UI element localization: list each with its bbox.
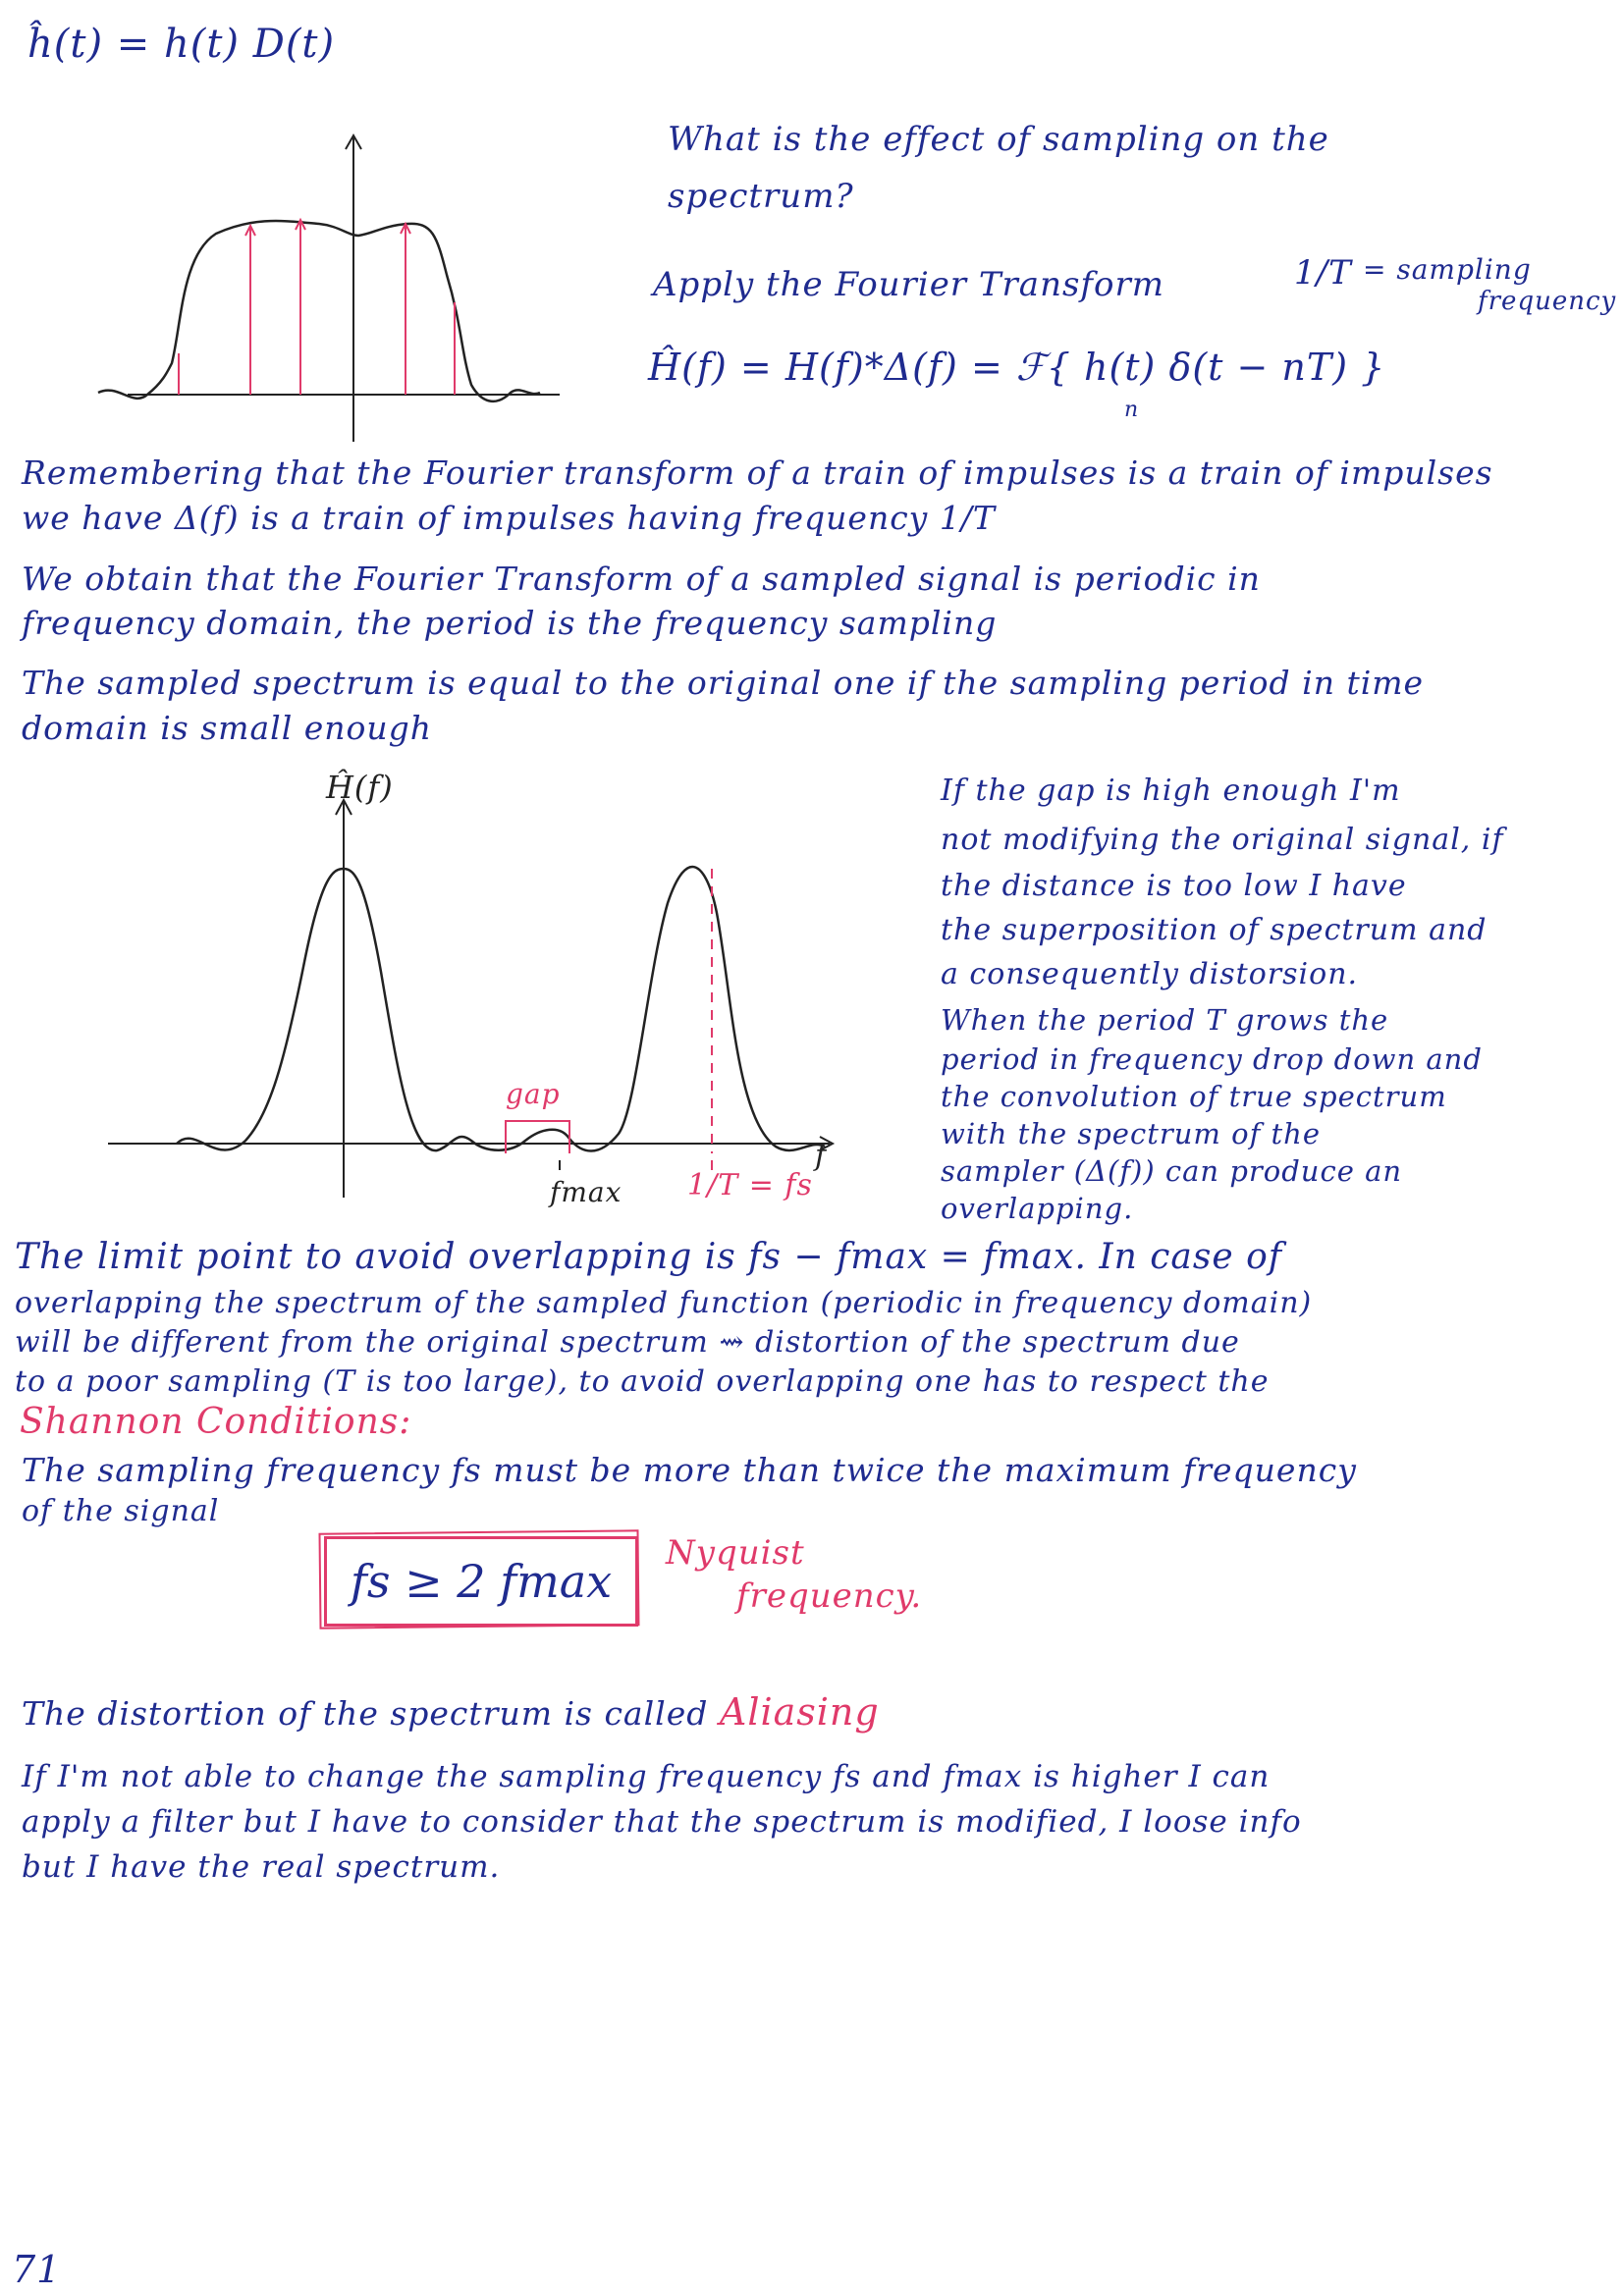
shannon-conditions: Shannon Conditions: [20, 1402, 412, 1442]
right-note-1-line: If the gap is high enough I'm [941, 774, 1401, 808]
chart2-xlabel: f [815, 1139, 828, 1173]
limit-line-4: to a poor sampling (T is too large), to avoid overlapping one has to respect the [15, 1364, 1270, 1399]
right-note-2-line: sampler (Δ(f)) can produce an [941, 1154, 1403, 1188]
distortion-line [22, 1690, 880, 1734]
right-note-2-line: When the period T grows the [941, 1003, 1389, 1037]
chart2-gap-label: gap [506, 1078, 561, 1110]
filter-line-1: If I'm not able to change the sampling frequency fs and fmax is higher I can [22, 1759, 1271, 1794]
page-number: 71 [12, 2248, 62, 2291]
obtain-line-1: We obtain that the Fourier Transform of a sampled signal is periodic in [22, 560, 1261, 598]
apply-fourier: Apply the Fourier Transform [653, 265, 1164, 304]
right-note-2-line: overlapping. [941, 1192, 1134, 1225]
filter-line-3: but I have the real spectrum. [22, 1849, 501, 1885]
fourier-equation: Ĥ(f) = H(f)*Δ(f) = ℱ{ h(t) δ(t − nT) } [648, 346, 1386, 389]
right-note-1-line: a consequently distorsion. [941, 957, 1359, 991]
shannon-formula-box [324, 1536, 638, 1627]
sampled-spectrum-chart [98, 775, 884, 1227]
header-equation: ĥ(t) = h(t) D(t) [27, 22, 336, 67]
filter-line-2: apply a filter but I have to consider that the spectrum is modified, I loose info [22, 1804, 1302, 1840]
limit-line-1: The limit point to avoid overlapping is fs − fmax = fmax. In case of [15, 1237, 1283, 1277]
remember-line-2: we have Δ(f) is a train of impulses having frequency 1/T [22, 499, 996, 537]
sampling-note-label2: frequency [1478, 287, 1617, 316]
right-note-1-line: not modifying the original signal, if [941, 823, 1504, 857]
shannon-formula: fs ≥ 2 fmax [350, 1555, 613, 1608]
question-line-1: What is the effect of sampling on the [668, 120, 1329, 159]
chart2-fs-label: 1/T = fs [687, 1168, 813, 1202]
limit-line-3: will be different from the original spectrum ⇝ distortion of the spectrum due [15, 1325, 1240, 1360]
sampling-frac: 1/T [1294, 253, 1352, 293]
chart2-fmax-label: fmax [550, 1176, 622, 1208]
right-note-1-line: the distance is too low I have [941, 869, 1407, 903]
sampling-freq-line-1: The sampling frequency fs must be more than twice the maximum frequency [22, 1451, 1357, 1489]
obtain-line-2: frequency domain, the period is the frequency sampling [22, 604, 998, 642]
question-line-2: spectrum? [668, 177, 854, 216]
sampled-signal-chart [128, 128, 569, 461]
distortion-prefix: The distortion of the spectrum is called [22, 1694, 709, 1733]
sampling-note-label: = sampling [1363, 253, 1532, 286]
right-note-1-line: the superposition of spectrum and [941, 913, 1488, 947]
fourier-equation-sub: n [1124, 398, 1140, 422]
nyquist-label-2: frequency. [736, 1576, 923, 1616]
limit-line-2: overlapping the spectrum of the sampled function (periodic in frequency domain) [15, 1286, 1313, 1320]
chart2-ylabel: Ĥ(f) [326, 769, 394, 806]
sampled-line-2: domain is small enough [22, 709, 433, 747]
sampled-line-1: The sampled spectrum is equal to the original one if the sampling period in time [22, 664, 1425, 702]
sampling-freq-line-2: of the signal [22, 1494, 220, 1528]
right-note-2-line: with the spectrum of the [941, 1117, 1322, 1150]
nyquist-label-1: Nyquist [666, 1533, 805, 1573]
remember-line-1: Remembering that the Fourier transform of a train of impulses is a train of impulses [22, 454, 1493, 492]
right-note-2-line: the convolution of true spectrum [941, 1080, 1447, 1113]
right-note-2-line: period in frequency drop down and [941, 1042, 1483, 1076]
aliasing-term: Aliasing [719, 1690, 880, 1734]
